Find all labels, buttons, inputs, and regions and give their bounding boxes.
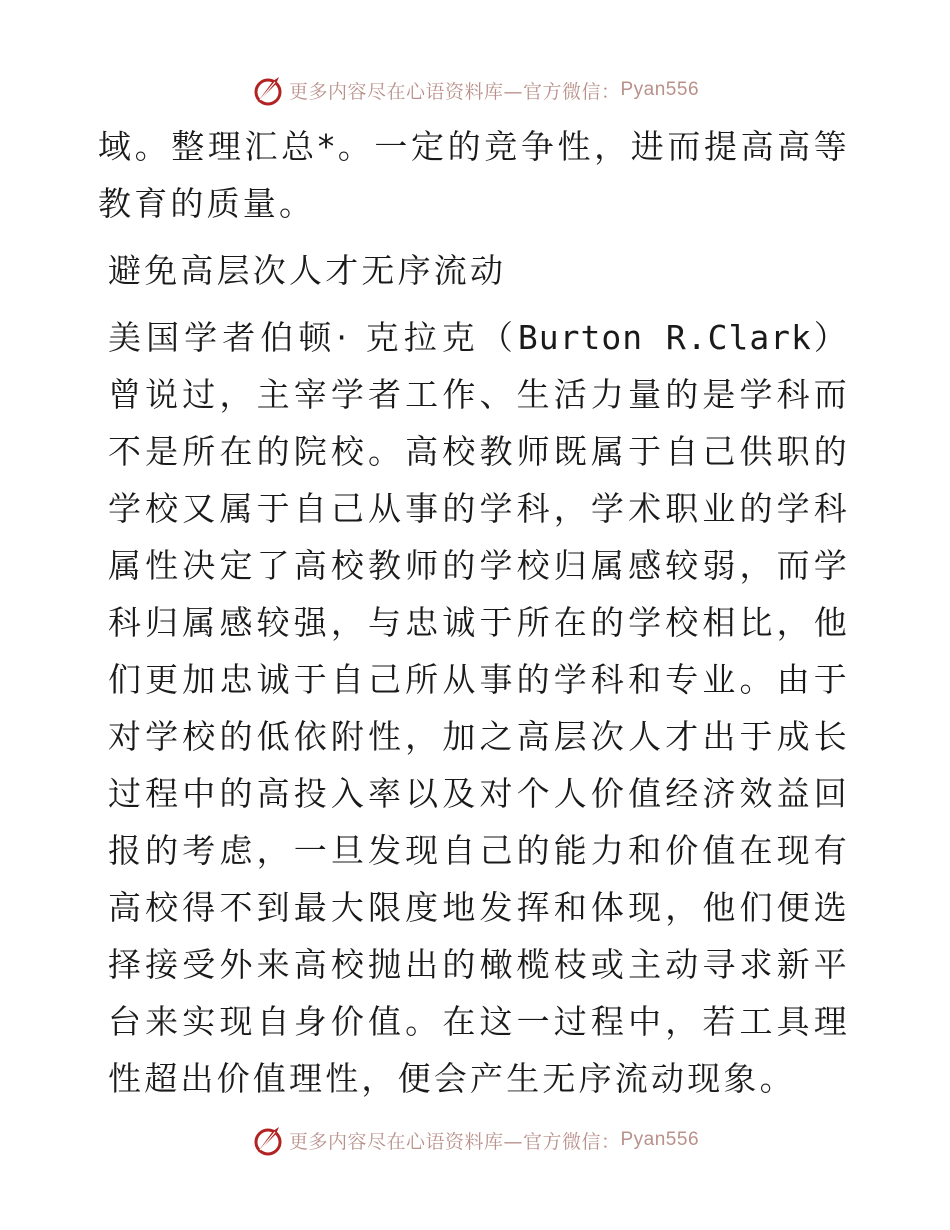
footer-banner <box>0 1120 950 1160</box>
author-name-latin: Burton R.Clark <box>517 318 812 357</box>
quill-pen-logo-icon <box>251 1123 285 1157</box>
paragraph-body <box>98 309 850 1107</box>
paragraph-continuation: 域。整理汇总*。一定的竞争性，进而提高高等教育的质量。 <box>98 127 850 223</box>
section-heading: 避免高层次人才无序流动 <box>108 251 507 290</box>
banner-text: 更多内容尽在心语资料库—官方微信： <box>288 1130 621 1153</box>
banner-wechat-id: Pyan556 <box>620 79 700 100</box>
quill-pen-logo-icon <box>251 73 285 107</box>
paragraph-lead: 美国学者伯顿· 克拉克（ <box>108 318 518 357</box>
banner-text: 更多内容尽在心语资料库—官方微信： <box>288 80 621 103</box>
paragraph-rest: ）曾说过，主宰学者工作、生活力量的是学科而不是所在的院校。高校教师既属于自己供职的学校又属于自己从事的学科，学术职业的学科属性决定了高校教师的学校归属感较弱，而学科归属感较强，与忠诚于所在的学校相比，他们更加忠诚于自己所从事的学科和专业。由于对学校的低依附性，加之高层次人才出于成长过程中的高投入率以及对个人价值经济效益回报的考虑，一旦发现自己的能力和价值在现有高校得不到最大限度地发挥和体现，他们便选择接受外来高校抛出的橄榄枝或主动寻求新平台来实现自身价值。在这一过程中，若工具理性超出价值理性，便会产生无序流动现象。 <box>108 318 850 1098</box>
header-banner <box>0 70 950 110</box>
banner-wechat-id: Pyan556 <box>620 1129 700 1150</box>
document-body <box>98 118 850 1107</box>
